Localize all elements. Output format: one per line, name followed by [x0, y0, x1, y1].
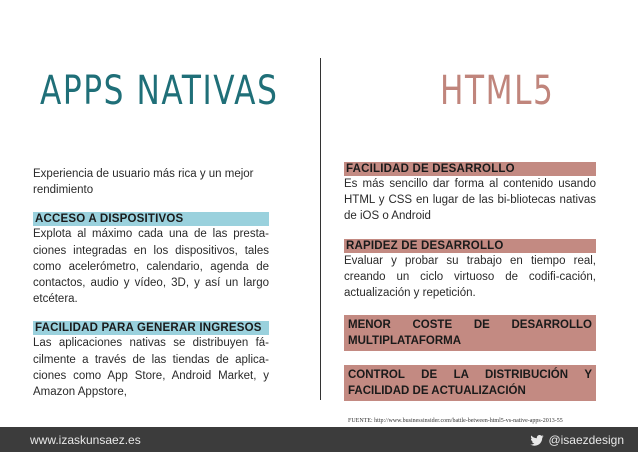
section-devices	[33, 212, 269, 307]
cost-box: MENOR COSTE DE DESARROLLO MULTIPLATAFORMA	[344, 315, 596, 351]
section-heading: FACILIDAD DE DESARROLLO	[344, 162, 596, 176]
section-heading: RAPIDEZ DE DESARROLLO	[344, 239, 596, 253]
section-body: Explota al máximo cada una de las presta-ciones integradas en los dispositivos, tales como acelerómetro, calendario, agenda de contactos, audio y vídeo, 3D, y así un largo etcétera.	[33, 228, 269, 306]
column-divider	[320, 58, 321, 400]
footer-bar	[0, 427, 638, 452]
section-body: Evaluar y probar su trabajo en tiempo real, creando un ciclo virtuoso de codifi-cación, actualización y repetición.	[344, 254, 596, 300]
intro-text: Experiencia de usuario más rica y un mejor rendimiento	[33, 168, 254, 197]
source-note: FUENTE: http://www.businessinsider.com/battle-between-html5-vs-native-apps-2013-55	[348, 418, 563, 424]
twitter-handle[interactable]	[530, 433, 624, 447]
section-body: Las aplicaciones nativas se distribuyen fá-cilmente a través de las tiendas de aplica-ciones como App Store, Android Market, y Amazon Appstore,	[33, 337, 269, 399]
website-link[interactable]: www.izaskunsaez.es	[30, 433, 141, 447]
html5-title: HTML5	[440, 68, 555, 114]
twitter-bird-icon	[530, 435, 544, 446]
section-heading: FACILIDAD PARA GENERAR INGRESOS	[33, 321, 269, 335]
native-apps-column	[33, 166, 269, 414]
apps-nativas-title: APPS NATIVAS	[40, 68, 279, 114]
section-body: Es más sencillo dar forma al contenido usando HTML y CSS en lugar de las bi-bliotecas nativas de iOS o Android	[344, 178, 596, 223]
distribution-box: CONTROL DE LA DISTRIBUCIÓN Y FACILIDAD DE ACTUALIZACIÓN	[344, 365, 596, 401]
handle-label: @isaezdesign	[548, 433, 624, 447]
section-dev-ease	[344, 162, 596, 225]
html5-column	[344, 162, 596, 415]
section-income	[33, 321, 269, 400]
section-dev-speed	[344, 239, 596, 302]
section-heading: ACCESO A DISPOSITIVOS	[33, 212, 269, 226]
